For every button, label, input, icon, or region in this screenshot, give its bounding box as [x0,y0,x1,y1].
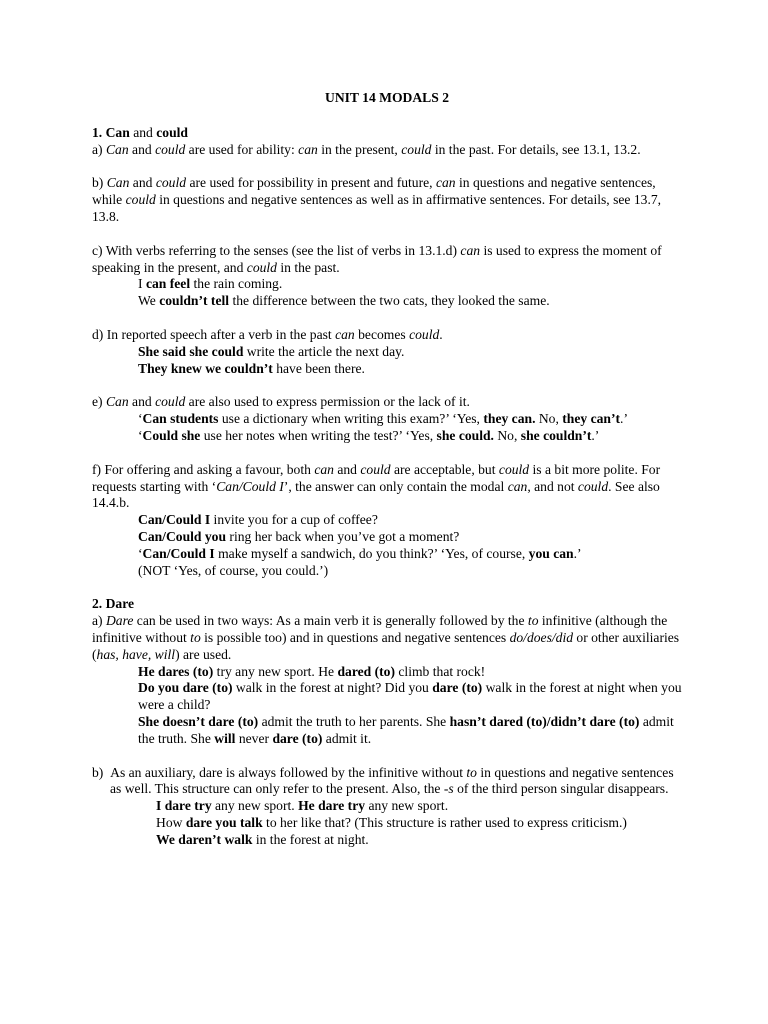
document-body [92,90,682,865]
example-line: They knew we couldn’t have been there. [138,360,365,376]
example-line: I can feel the rain coming. [138,276,283,292]
example-line: (NOT ‘Yes, of course, you could.’) [138,562,329,578]
example-line: Can/Could you ring her back when you’ve got a moment? [138,528,460,544]
example-line: How dare you talk to her like that? (This structure is rather used to express criticism.) [156,814,627,830]
example-line: She said she could write the article the next day. [138,343,405,359]
example-line: He dares (to) try any new sport. He dared (to) climb that rock! [138,663,486,679]
paragraph-1c: c) With verbs referring to the senses (see the list of verbs in 13.1.d) can is used to express the moment of speaking in the present, and could in the past. I can feel the rain coming. We couldn’t tell the difference between the two cats, they looked the same. [92,243,682,310]
example-line: ‘Can/Could I make myself a sandwich, do you think?’ ‘Yes, of course, you can.’ [138,545,582,561]
example-line: She doesn’t dare (to) admit the truth to her parents. She hasn’t dared (to)/didn’t dare (to) admit the truth. She will never dare (to) admit it. [138,713,674,746]
section-2-heading: 2. Dare [92,596,135,612]
example-line: ‘Can students use a dictionary when writing this exam?’ ‘Yes, they can. No, they can’t.’ [138,411,628,427]
example-line: Do you dare (to) walk in the forest at night? Did you dare (to) walk in the forest at night when you were a child? [138,680,682,713]
example-line: We couldn’t tell the difference between the two cats, they looked the same. [138,293,550,309]
paragraph-2a: a) Dare can be used in two ways: As a main verb it is generally followed by the to infinitive (although the infinitive without to is possible too) and in questions and negative sentences do/does/did or other auxiliaries (has, have, will) are used. He dares (to) try any new sport. He dared (to) climb that rock! Do you dare (to) walk in the forest at night? Did you dare (to) walk in the forest at night when you were a child? She doesn’t dare (to) admit the truth to her parents. She hasn’t dared (to)/didn’t dare (to) admit the truth. She will never dare (to) admit it. [92,613,682,746]
paragraph-1b: b) Can and could are used for possibility in present and future, can in questions and negative sentences, while could in questions and negative sentences as well as in affirmative sentences. For details, see 13.7, 13.8. [92,175,662,224]
paragraph-1d: d) In reported speech after a verb in the past can becomes could. She said she could write the article the next day. They knew we couldn’t have been there. [92,327,682,377]
paragraph-1a: a) Can and could are used for ability: can in the present, could in the past. For details, see 13.1, 13.2. [92,141,641,157]
paragraph-1e: e) Can and could are also used to express permission or the lack of it. ‘Can students use a dictionary when writing this exam?’ ‘Yes, they can. No, they can’t.’ ‘Could she use her notes when writing the test?’ ‘Yes, she could. No, she couldn’t.’ [92,394,682,444]
paragraph-2b: b) As an auxiliary, dare is always followed by the infinitive without to in questions and negative sentences as well. This structure can only refer to the present. Also, the -s of the third person singular disappears. I dare try any new sport. He dare try any new sport. How dare you talk to her like that? (This structure is rather used to express criticism.) We daren’t walk in the forest at night. [92,765,682,849]
paragraph-1f: f) For offering and asking a favour, both can and could are acceptable, but could is a bit more polite. For requests starting with ‘Can/Could I’, the answer can only contain the modal can, and not could. See also 14.4.b. Can/Could I invite you for a cup of coffee? Can/Could you ring her back when you’ve got a moment? ‘Can/Could I make myself a sandwich, do you think?’ ‘Yes, of course, you can.’ (NOT ‘Yes, of course, you could.’) [92,462,682,580]
example-line: ‘Could she use her notes when writing the test?’ ‘Yes, she could. No, she couldn’t.’ [138,427,600,443]
example-line: Can/Could I invite you for a cup of coffee? [138,512,378,528]
example-line: I dare try any new sport. He dare try any new sport. [156,798,449,814]
page-title: UNIT 14 MODALS 2 [325,90,449,105]
example-line: We daren’t walk in the forest at night. [156,831,369,847]
section-1-heading: 1. Can and could [92,124,188,140]
